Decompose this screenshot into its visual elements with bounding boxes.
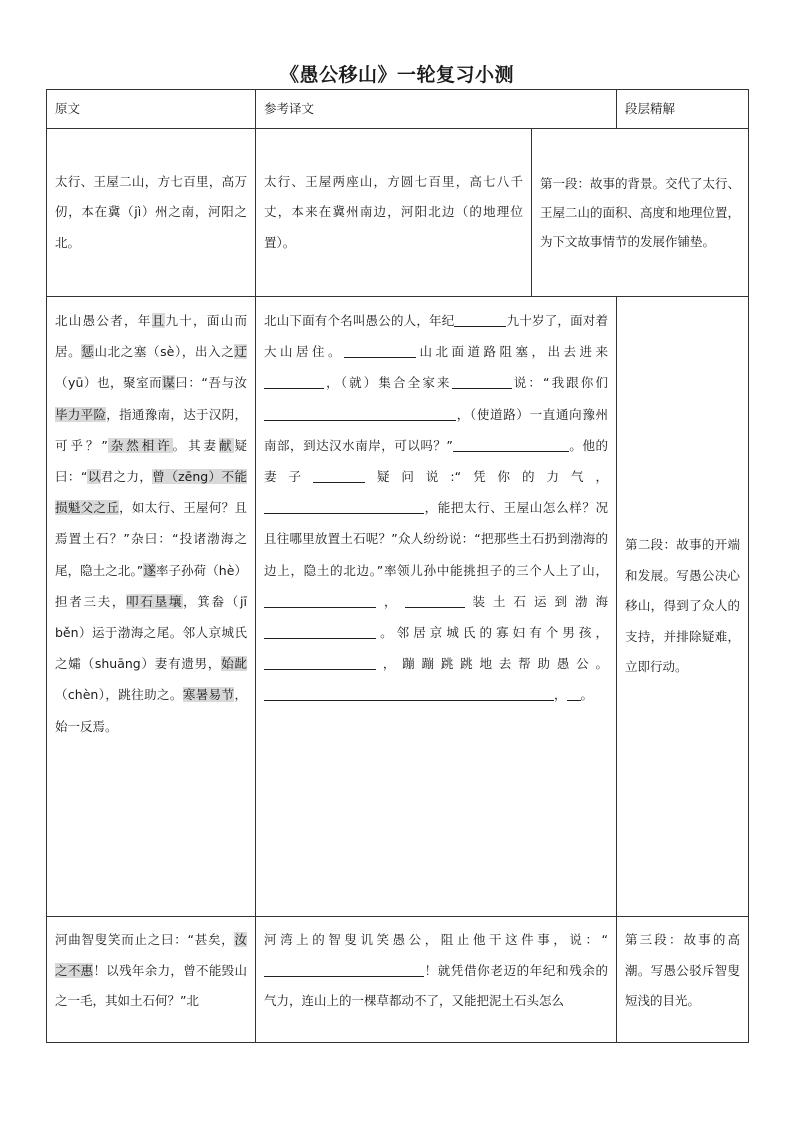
fill-blank[interactable]	[264, 624, 376, 639]
table-row	[47, 917, 749, 1043]
translation-cell-1: 太行、王屋两座山，方圆七百里，高七八千丈，本来在冀州南边，河阳北边（的地理位置）。	[256, 129, 532, 297]
translation-cell-2: 北山下面有个名叫愚公的人，年纪 九十岁了，面对着大山居住。 山北面道路阻塞，出去进来，（就）集合全家来 说：“我跟你们，（使道路）一直通向豫州南部，到达汉水南岸，可以吗？” 。他的妻子 疑问说:“凭你的力气，，能把太行、王屋山怎么样？况且往哪里放置土石呢？”众人纷纷说：“把那些土石扔到渤海的边上，隐土的北边。”率领儿孙中能挑担子的三个人上了山，， 装土石运到渤海。邻居京城氏的寡妇有个男孩，，蹦蹦跳跳地去帮助愚公。， 。	[256, 297, 617, 917]
fill-blank[interactable]	[453, 437, 569, 452]
highlight-text: 遂	[143, 562, 156, 578]
review-table	[46, 89, 749, 1043]
translation-cell-3: 河湾上的智叟讥笑愚公，阻止他干这件事，说：“！就凭借你老迈的年纪和残余的气力，连山上的一棵草都动不了，又能把泥土石头怎么	[256, 917, 617, 1043]
highlight-text: 且	[151, 313, 166, 328]
original-cell-1: 太行、王屋二山，方七百里，高万仞，本在冀（jì）州之南，河阳之北。	[47, 129, 256, 297]
fill-blank[interactable]	[264, 593, 376, 608]
highlight-text: 以	[87, 469, 101, 485]
highlight-text: 寒暑易节	[182, 687, 235, 703]
table-row	[47, 297, 749, 917]
highlight-text: 毕力平险	[55, 406, 107, 422]
highlight-text: 叩石垦壤	[126, 593, 184, 609]
fill-blank[interactable]	[264, 374, 324, 389]
highlight-text: 迂	[234, 344, 247, 360]
highlight-text: 惩	[81, 344, 95, 360]
fill-blank[interactable]	[264, 686, 554, 701]
fill-blank[interactable]	[264, 499, 424, 514]
highlight-text: 始龀	[221, 656, 247, 672]
fill-blank[interactable]	[264, 406, 456, 421]
page-title: 《愚公移山》一轮复习小测	[279, 64, 514, 86]
highlight-text: 杂然相许	[107, 437, 173, 453]
fill-blank[interactable]	[264, 962, 424, 977]
highlight-text: 献	[219, 437, 235, 453]
header-row	[47, 90, 749, 129]
analysis-cell-1: 第一段：故事的背景。交代了太行、王屋二山的面积、高度和地理位置，为下文故事情节的发展作铺垫。	[532, 129, 749, 297]
header-translation: 参考译文	[256, 90, 617, 129]
fill-blank[interactable]	[454, 312, 506, 327]
fill-blank[interactable]	[344, 343, 416, 358]
fill-blank[interactable]	[567, 686, 581, 701]
fill-blank[interactable]	[405, 593, 465, 608]
header-analysis: 段层精解	[617, 90, 749, 129]
fill-blank[interactable]	[452, 374, 512, 389]
analysis-cell-2: 第二段：故事的开端和发展。写愚公决心移山，得到了众人的支持，并排除疑难，立即行动。	[617, 297, 749, 917]
highlight-text: 汝之不惠	[55, 932, 247, 978]
analysis-cell-3: 第三段：故事的高潮。写愚公驳斥智叟短浅的目光。	[617, 917, 749, 1043]
header-original: 原文	[47, 90, 256, 129]
table-row	[47, 129, 749, 297]
highlight-text: 曾（zēng）不能损魁父之丘	[55, 469, 247, 516]
fill-blank[interactable]	[264, 655, 376, 670]
fill-blank[interactable]	[313, 468, 365, 483]
original-cell-3: 河曲智叟笑而止之曰：“甚矣，汝之不惠！以残年余力，曾不能毁山之一毛，其如土石何？”北	[47, 917, 256, 1043]
original-cell-2: 北山愚公者，年且九十，面山而居。惩山北之塞（sè），出入之迂（yū）也，聚室而谋曰：“吾与汝毕力平险，指通豫南，达于汉阴，可乎？”杂然相许。其妻献疑曰：“以君之力，曾（zēng）不能损魁父之丘，如太行、王屋何？且焉置土石？”杂曰：“投诸渤海之尾，隐土之北。”遂率子孙荷（hè）担者三夫，叩石垦壤，箕畚（jī běn）运于渤海之尾。邻人京城氏之孀（shuāng）妻有遗男，始龀（chèn），跳往助之。寒暑易节，始一反焉。	[47, 297, 256, 917]
highlight-text: 谋	[162, 375, 176, 391]
